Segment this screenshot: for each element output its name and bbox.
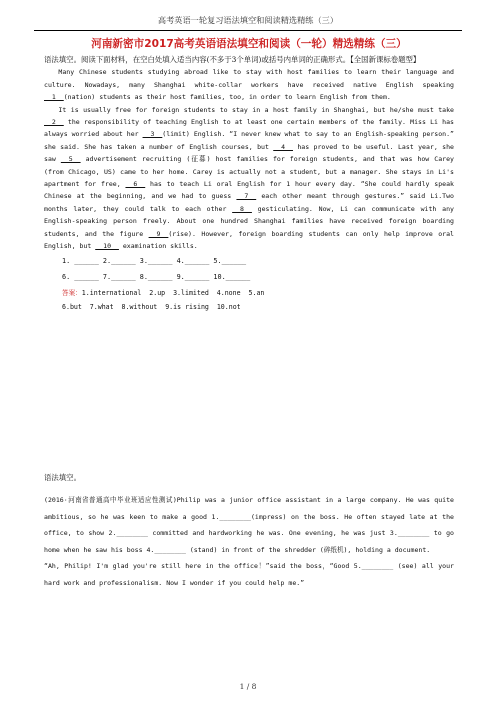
header-text: 高考英语一轮复习语法填空和阅读精选精练（三） [157,15,339,25]
section-2 [44,472,454,592]
passage-text: has proved to be useful. Last year, she saw [44,142,454,164]
section-2-title: 语法填空。 [44,473,81,482]
blank-field: __3__ [142,130,163,139]
answer-line-1: 1. ______ 2.______ 3.______ 4.______ 5.______ [62,256,247,265]
blank-field: __10__ [95,242,119,251]
blank-field: __7__ [236,192,257,201]
passage-text: Many Chinese students studying abroad like to stay with host families to learn their language and culture. Nowadays, many Shanghai white-collar workers have received native English speaking [44,68,454,89]
passage-text: (rise). However, foreign boarding students can only help improve oral English, but [44,229,454,251]
instructions: 语法填空。阅读下面材料，在空白处填入适当内容(不多于3个单词)或括号内单词的正确形式。【全国新课标卷题型】 [44,55,421,64]
blank-field: __6__ [125,180,146,189]
passage-text: examination skills. [118,242,198,251]
passage-text: each other meant through gestures.” said Li.Two months later, they could talk to each other [44,192,454,213]
blank-field: __1__ [44,93,64,102]
answer-key-values-1: 1.international 2.up 3.limited 4.none 5.an [81,288,265,297]
passage-paragraph-2 [44,104,454,253]
blank-field: __8__ [232,204,252,213]
passage-text: advertisement recruiting (征募) host families for foreign students, and that was how Carey (from Chicago, US) came to her home. Carey is actually not a student, but a manager. She stays in Li's apartment for free, [44,155,454,189]
passage-paragraph-1 [44,66,454,103]
passage-text: the responsibility of teaching English to at least one certain members of the family. Miss Li has always worried about her [44,118,454,139]
section-2-paragraph-2: “Ah, Philip! I'm glad you're still here in the office！”said the boss，“Good 5.________ (see) all your hard work and professionalism. Now I wonder if you could help me.” [44,562,454,587]
answer-line-2: 6. ______ 7.______ 8.______ 9.______ 10.______ [62,272,251,281]
section-2-paragraph-1: (2016·河南省普通高中毕业班适应性测试)Philip was a junior office assistant in a large company. He was quite ambitious, so he was keen to make a good 1.________(impress) on the boss. He often stayed late at the office, to show 2.________ committed and hardworking he was. One evening, he was just 3.________ to go home when he saw his boss 4.________ (stand) in front of the shredder (碎纸机), holding a document. [44,496,454,554]
answer-key-line-2: 6.but 7.what 8.without 9.is rising 10.not [62,303,241,312]
document-title: 河南新密市2017高考英语语法填空和阅读（一轮）精选精练（三） [91,38,407,50]
page-number: 1 / 8 [239,682,257,691]
blank-field: __5__ [60,155,81,164]
passage-text: has to teach Li oral English for 1 hour every day. “She could hardly speak Chinese at the beginning, and we had to guess [44,180,454,201]
blank-field: __4__ [273,142,293,151]
passage-text: It is usually free for foreign students to stay in a host family in Shanghai, but he/she must take [58,105,454,114]
document-body [44,36,454,315]
blank-field: __9__ [148,229,169,238]
passage-text: (nation) students as their host families, too, in order to learn English from them. [63,93,391,102]
answer-key-line-1 [44,286,454,301]
passage-text: (limit) English. “I never knew what to say to an English-speaking person.” she said. She has taken a number of English courses, but [44,130,454,151]
blank-field: __2__ [44,118,64,127]
page-header [34,8,462,31]
answer-key-label: 答案： [62,288,82,297]
passage-text: gesticulating. Now, Li can communicate with any English-speaking person freely. About one hundred Shanghai families have received foreign boarding students, and the figure [44,204,454,238]
